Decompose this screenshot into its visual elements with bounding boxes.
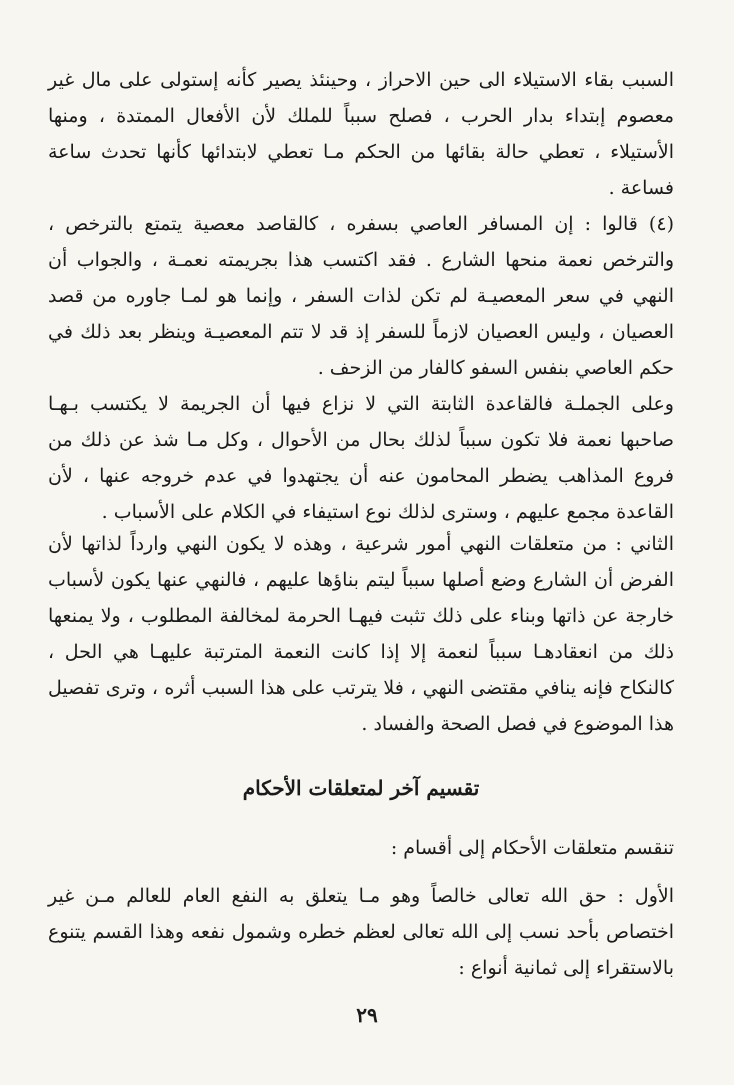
first-section-paragraph: الأول : حق الله تعالى خالصاً وهو مـا يتعلق به النفع العام للعالم مـن غير اختصاص بأحد نسب إلى الله تعالى لعظم خطره وشمول نفعه وهذا القسم يتنوع بالاستقراء إلى ثمانية أنواع :	[48, 885, 674, 979]
paragraph-2: (٤) قالوا : إن المسافر العاصي بسفره ، كالقاصد معصية يتمتع بالترخص ، والترخص نعمة منحها الشارع . فقد اكتسب هذا بجريمته نعمـة ، والجواب أن النهي في سعر المعصيـة لم تكن لذات السفر ، وإنما هو لمـا جاوره من قصد العصيان ، وليس العصيان لازماً للسفر إذ قد لا تتم المعصيـة وينظر بعد ذلك في حكم العاصي بنفس السفو كالفار من الزحف .	[48, 213, 674, 379]
paragraph-4: الثاني : من متعلقات النهي أمور شرعية ، وهذه لا يكون النهي وارداً لذاتها لأن الفرض أن الشارع وضع أصلها سبباً ليتم بناؤها عليهم ، فالنهي عنها يكون لأسباب خارجة عن ذاتها وبناء على ذلك تثبت فيهـا الحرمة لمخالفة المطلوب ، ولا يمنعها ذلك من انعقادهـا سبباً لنعمة إلا إذا كانت النعمة المترتبة عليهـا هي الحل ، كالنكاح فإنه ينافي مقتضى النهي ، فلا يترتب على هذا السبب أثره ، وترى تفصيل هذا الموضوع في فصل الصحة والفساد .	[48, 533, 674, 735]
paragraph-1: السبب بقاء الاستيلاء الى حين الاحراز ، وحينئذ يصير كأنه إستولى على مال غير معصوم إبتداء بدار الحرب ، فصلح سبباً للملك لأن الأفعال الممتدة ، ومنها الأستيلاء ، تعطي حالة بقائها من الحكم مـا تعطي لابتدائها كأنها تحدث ساعة فساعة .	[48, 69, 674, 199]
section-heading: تقسيم آخر لمتعلقات الأحكام	[242, 776, 480, 800]
paragraph-3: وعلى الجملـة فالقاعدة الثابتة التي لا نزاع فيها أن الجريمة لا يكتسب بـهـا صاحبها نعمة فلا تكون سبباً لذلك بحال من الأحوال ، وكل مـا شذ عن ذلك من فروع المذاهب يضطر المحامون عنه أن يجتهدوا في عدم خروجه عنها ، لأن القاعدة مجمع عليهم ، وسترى لذلك نوع استيفاء في الكلام على الأسباب .	[48, 393, 674, 523]
page-number: ٢٩	[356, 1003, 378, 1027]
intro-line: تنقسم متعلقات الأحكام إلى أقسام :	[390, 837, 674, 859]
